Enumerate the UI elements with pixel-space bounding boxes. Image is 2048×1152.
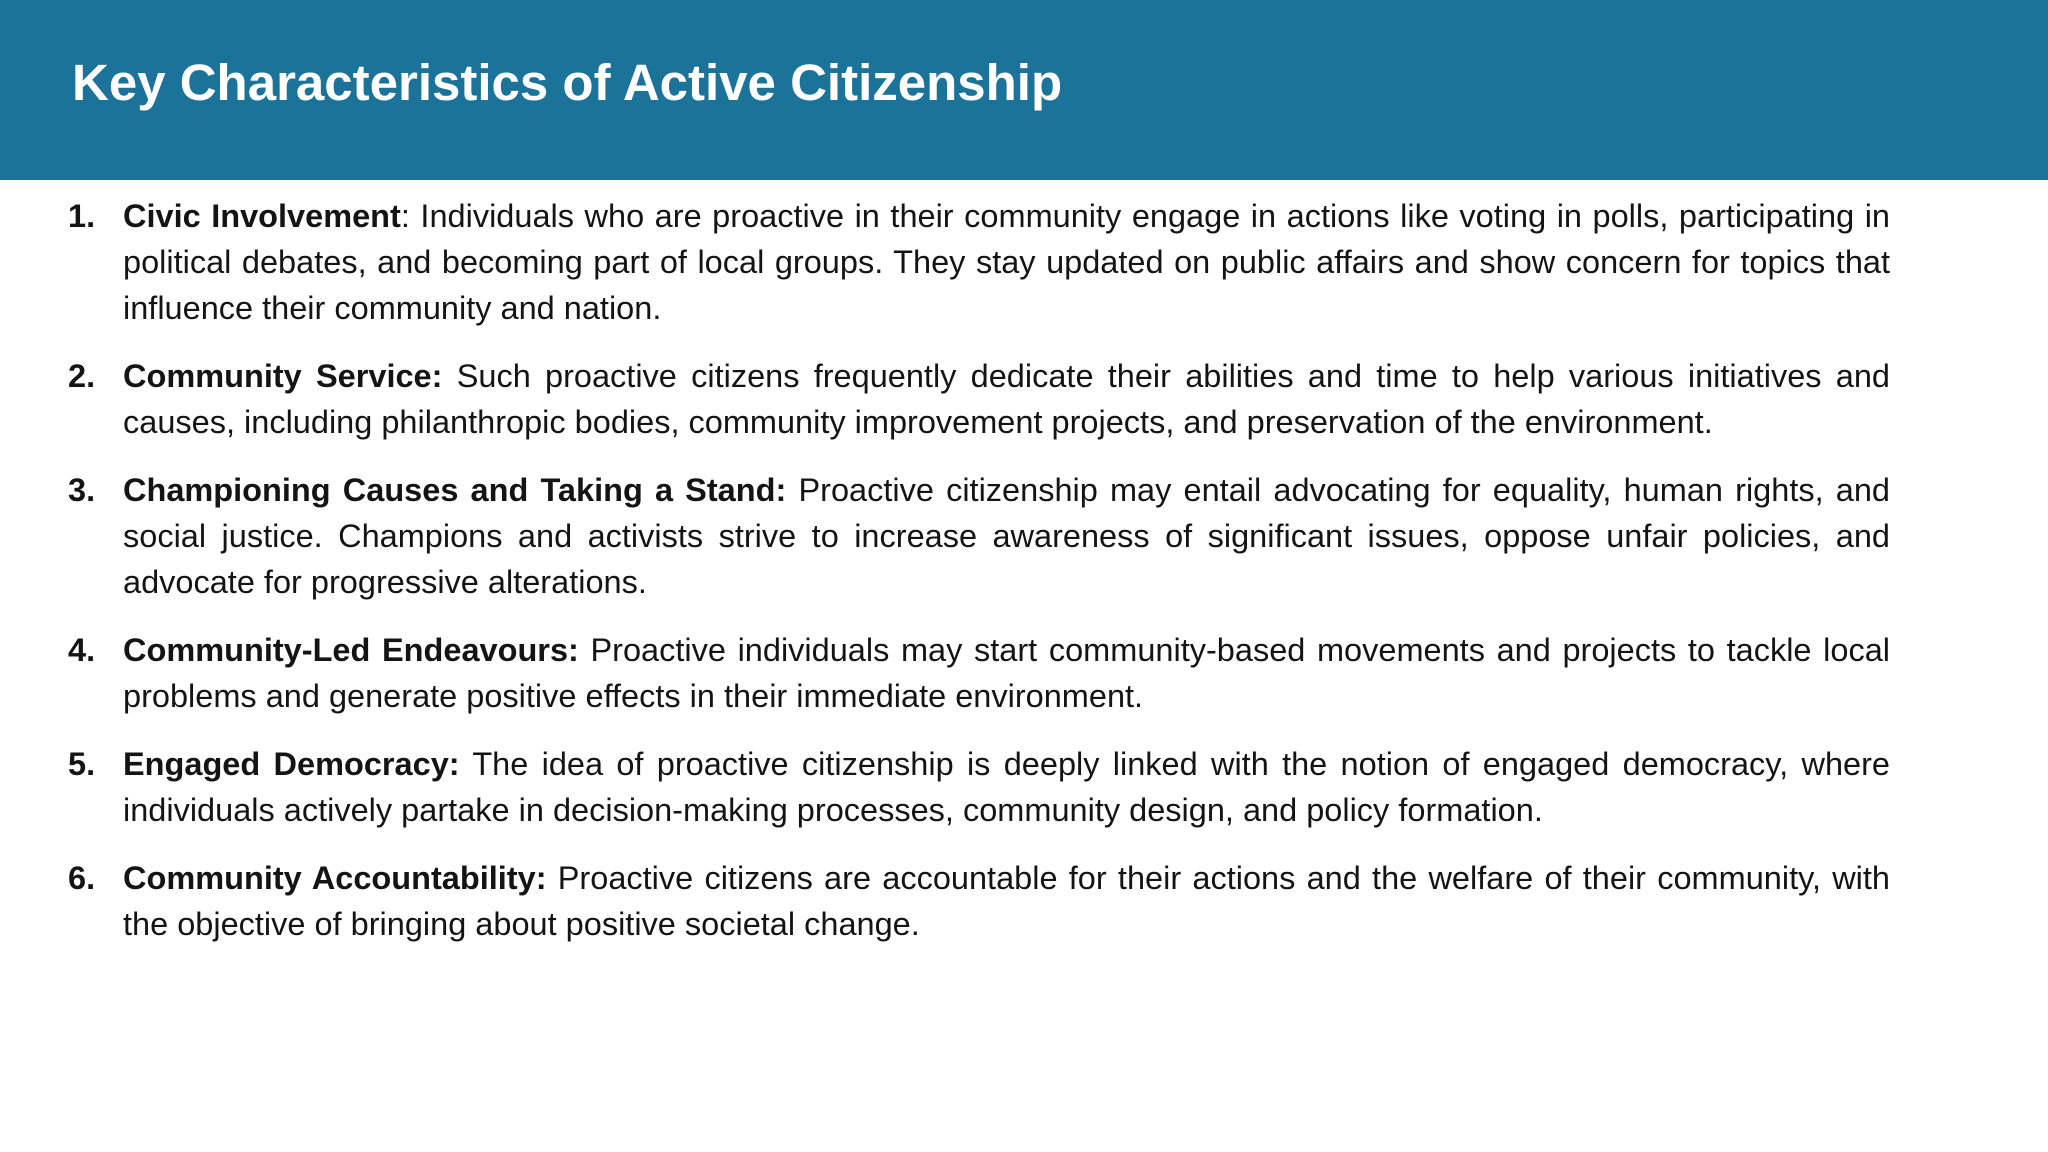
- item-number: 6.: [68, 860, 96, 896]
- list-item-civic-involvement: [68, 193, 1890, 331]
- item-term: Community-Led Endeavours:: [123, 632, 579, 668]
- item-text: The idea of proactive citizenship is deeply linked with the notion of engaged democracy, where individuals actively partake in decision-making processes, community design, and policy formation.: [123, 746, 1890, 828]
- item-number: 3.: [68, 472, 96, 508]
- item-text: Such proactive citizens frequently dedicate their abilities and time to help various initiatives and causes, including philanthropic bodies, community improvement projects, and preservation of the environment.: [123, 358, 1891, 440]
- item-term: Engaged Democracy:: [123, 746, 460, 782]
- item-text: Proactive citizenship may entail advocating for equality, human rights, and social justice. Champions and activists strive to increase awareness of significant issues, oppose unfair policies, and advocate for progressive alterations.: [123, 472, 1891, 600]
- item-text: Individuals who are proactive in their community engage in actions like voting in polls, participating in political debates, and becoming part of local groups. They stay updated on public affairs and show concern for topics that influence their community and nation.: [123, 198, 1890, 326]
- list-item-community-accountability: [68, 855, 1890, 947]
- list-item-community-service: [68, 353, 1890, 445]
- item-number: 2.: [68, 358, 96, 394]
- item-number: 1.: [68, 198, 96, 234]
- item-text: Proactive individuals may start community-based movements and projects to tackle local problems and generate positive effects in their immediate environment.: [123, 632, 1890, 714]
- item-number: 4.: [68, 632, 96, 668]
- item-separator: :: [400, 198, 410, 234]
- item-term: Civic Involvement: [123, 198, 401, 234]
- list-item-championing-causes: [68, 467, 1890, 605]
- slide-title: Key Characteristics of Active Citizenship: [72, 54, 1063, 111]
- item-term: Championing Causes and Taking a Stand:: [123, 472, 787, 508]
- characteristics-list: [68, 193, 1890, 969]
- item-term: Community Accountability:: [123, 860, 547, 896]
- item-text: Proactive citizens are accountable for their actions and the welfare of their community, with the objective of bringing about positive societal change.: [123, 860, 1890, 942]
- header-band: [0, 0, 2048, 180]
- list-item-community-led-endeavours: [68, 627, 1890, 719]
- item-number: 5.: [68, 746, 96, 782]
- list-item-engaged-democracy: [68, 741, 1890, 833]
- item-term: Community Service:: [123, 358, 443, 394]
